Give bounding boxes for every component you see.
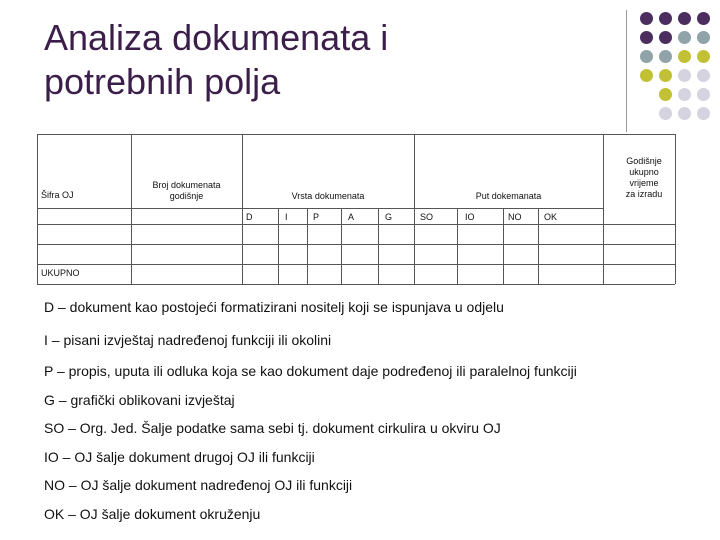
title-line-2: potrebnih polja	[44, 61, 281, 102]
subcol-io: IO	[465, 212, 475, 222]
header-sifra-oj: Šifra OJ	[41, 190, 74, 200]
document-analysis-table	[37, 134, 713, 284]
decorative-dot	[678, 69, 691, 82]
table-rule	[37, 284, 675, 285]
table-rule	[378, 208, 379, 284]
decorative-dot	[678, 107, 691, 120]
definition-so: SO – Org. Jed. Šalje podatke sama sebi tj. dokument cirkulira u okviru OJ	[44, 420, 501, 436]
decorative-dot	[678, 50, 691, 63]
decorative-dot	[659, 88, 672, 101]
decorative-dot	[640, 69, 653, 82]
decorative-dot	[659, 31, 672, 44]
decorative-dot	[659, 50, 672, 63]
slide-title	[44, 16, 564, 104]
decorative-dot	[697, 12, 710, 25]
decorative-dot	[697, 107, 710, 120]
definition-p: P – propis, uputa ili odluka koja se kao dokument daje podređenoj ili paralelnoj funkciji	[44, 363, 577, 379]
table-rule	[457, 208, 458, 284]
decorative-dot	[697, 88, 710, 101]
table-rule	[37, 264, 675, 265]
table-rule	[278, 208, 279, 284]
decorative-dot	[678, 12, 691, 25]
decorative-dot	[640, 50, 653, 63]
header-vrsta-dokumenata: Vrsta dokumenata	[291, 191, 365, 201]
decorative-dot	[640, 31, 653, 44]
definition-i: I – pisani izvještaj nadređenoj funkciji ili okolini	[44, 332, 332, 348]
header-broj-dokumenata: Broj dokumenata godišnje	[152, 180, 221, 201]
definition-d: D – dokument kao postojeći formatizirani nositelj koji se ispunjava u odjelu	[44, 299, 504, 315]
definition-g: G – grafički oblikovani izvještaj	[44, 392, 235, 408]
subcol-so: SO	[420, 212, 434, 222]
table-total-label: UKUPNO	[41, 268, 80, 278]
decorative-divider	[626, 10, 627, 132]
table-rule	[307, 208, 308, 284]
table-rule	[242, 134, 243, 284]
table-rule	[341, 208, 342, 284]
decorative-dot	[659, 107, 672, 120]
subcol-i: I	[285, 212, 288, 222]
decorative-dot	[697, 69, 710, 82]
subcol-a: A	[348, 212, 355, 222]
table-rule	[503, 208, 504, 284]
subcol-p: P	[313, 212, 320, 222]
subcol-no: NO	[508, 212, 522, 222]
table-rule	[37, 134, 38, 284]
decorative-dot	[678, 31, 691, 44]
decorative-dot	[678, 88, 691, 101]
subcol-d: D	[246, 212, 253, 222]
definition-io: IO – OJ šalje dokument drugoj OJ ili funkciji	[44, 449, 315, 465]
table-rule	[37, 244, 675, 245]
definition-ok: OK – OJ šalje dokument okruženju	[44, 506, 261, 522]
table-rule	[37, 134, 675, 135]
table-rule	[131, 134, 132, 284]
subcol-g: G	[385, 212, 393, 222]
header-godisnje-vrijeme: Godišnje ukupno vrijeme za izradu	[625, 156, 663, 199]
definition-no: NO – OJ šalje dokument nadređenoj OJ ili funkciji	[44, 477, 353, 493]
decorative-dot	[697, 31, 710, 44]
table-rule	[414, 134, 415, 284]
table-rule	[538, 208, 539, 284]
table-rule	[37, 208, 603, 209]
table-rule	[37, 224, 675, 225]
decorative-dot	[659, 69, 672, 82]
decorative-dot	[697, 50, 710, 63]
title-line-1: Analiza dokumenata i	[44, 17, 389, 58]
subcol-ok: OK	[544, 212, 558, 222]
decorative-dot	[640, 12, 653, 25]
header-put-dokumenata: Put dokemanata	[475, 191, 542, 201]
decorative-dot	[659, 12, 672, 25]
